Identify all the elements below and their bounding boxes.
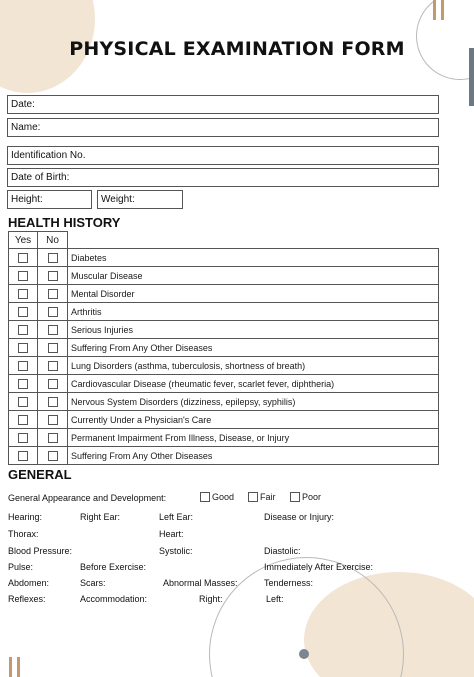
option-fair[interactable] (248, 492, 276, 503)
no-checkbox[interactable] (48, 361, 58, 371)
height-field[interactable]: Height: (7, 190, 92, 209)
no-checkbox[interactable] (48, 415, 58, 425)
yes-checkbox[interactable] (18, 451, 28, 461)
table-row (9, 411, 439, 429)
no-checkbox[interactable] (48, 307, 58, 317)
table-row (9, 375, 439, 393)
no-checkbox[interactable] (48, 451, 58, 461)
condition-label: Cardiovascular Disease (rheumatic fever, scarlet fever, diphtheria) (68, 375, 439, 393)
pulse-label: Pulse: (8, 562, 34, 572)
condition-label: Currently Under a Physician's Care (68, 411, 439, 429)
table-row (9, 267, 439, 285)
left-ear-label: Left Ear: (159, 512, 194, 522)
scars-label: Scars: (80, 578, 106, 588)
condition-label: Muscular Disease (68, 267, 439, 285)
decor-dot (299, 649, 309, 659)
condition-label: Lung Disorders (asthma, tuberculosis, shortness of breath) (68, 357, 439, 375)
accommodation-label: Accommodation: (80, 594, 148, 604)
condition-label: Arthritis (68, 303, 439, 321)
condition-label: Diabetes (68, 249, 439, 267)
table-row (9, 393, 439, 411)
table-row (9, 321, 439, 339)
heart-label: Heart: (159, 529, 184, 539)
condition-label: Mental Disorder (68, 285, 439, 303)
no-checkbox[interactable] (48, 253, 58, 263)
poor-label: Poor (302, 492, 322, 502)
health-history-table (8, 231, 439, 465)
yes-checkbox[interactable] (18, 415, 28, 425)
no-checkbox[interactable] (48, 271, 58, 281)
yes-checkbox[interactable] (18, 343, 28, 353)
yes-checkbox[interactable] (18, 325, 28, 335)
table-row (9, 285, 439, 303)
dob-field[interactable]: Date of Birth: (7, 168, 439, 187)
table-row (9, 357, 439, 375)
abnormal-masses-label: Abnormal Masses: (163, 578, 238, 588)
option-good[interactable] (200, 492, 234, 503)
disease-injury-label: Disease or Injury: (264, 512, 335, 522)
yes-checkbox[interactable] (18, 289, 28, 299)
yes-checkbox[interactable] (18, 379, 28, 389)
condition-label: Suffering From Any Other Diseases (68, 339, 439, 357)
no-checkbox[interactable] (48, 379, 58, 389)
condition-label: Suffering From Any Other Diseases (68, 447, 439, 465)
table-row (9, 339, 439, 357)
yes-checkbox[interactable] (18, 253, 28, 263)
tenderness-label: Tenderness: (264, 578, 314, 588)
thorax-label: Thorax: (8, 529, 39, 539)
left-label: Left: (266, 594, 284, 604)
blood-pressure-label: Blood Pressure: (8, 546, 73, 556)
right-label: Right: (199, 594, 223, 604)
table-row (9, 447, 439, 465)
table-row (9, 249, 439, 267)
abdomen-label: Abdomen: (8, 578, 50, 588)
table-row (9, 303, 439, 321)
reflexes-label: Reflexes: (8, 594, 46, 604)
condition-label: Serious Injuries (68, 321, 439, 339)
decor-bars-bottom-left (9, 657, 20, 677)
page-title: PHYSICAL EXAMINATION FORM (69, 38, 405, 60)
health-history-heading: HEALTH HISTORY (8, 215, 121, 230)
no-checkbox[interactable] (48, 325, 58, 335)
poor-checkbox[interactable] (290, 492, 300, 502)
weight-field[interactable]: Weight: (97, 190, 183, 209)
name-field[interactable]: Name: (7, 118, 439, 137)
condition-label: Permanent Impairment From Illness, Disease, or Injury (68, 429, 439, 447)
right-ear-label: Right Ear: (80, 512, 121, 522)
no-checkbox[interactable] (48, 397, 58, 407)
yes-checkbox[interactable] (18, 271, 28, 281)
yes-checkbox[interactable] (18, 397, 28, 407)
after-exercise-label: Immediately After Exercise: (264, 562, 374, 572)
fair-label: Fair (260, 492, 276, 502)
systolic-label: Systolic: (159, 546, 193, 556)
appearance-label: General Appearance and Development: (8, 493, 167, 503)
yes-checkbox[interactable] (18, 361, 28, 371)
table-row (9, 429, 439, 447)
decor-bars-top-right (433, 0, 444, 20)
good-checkbox[interactable] (200, 492, 210, 502)
diastolic-label: Diastolic: (264, 546, 301, 556)
identification-field[interactable]: Identification No. (7, 146, 439, 165)
no-checkbox[interactable] (48, 343, 58, 353)
yes-checkbox[interactable] (18, 307, 28, 317)
no-checkbox[interactable] (48, 289, 58, 299)
option-poor[interactable] (290, 492, 321, 503)
good-label: Good (212, 492, 235, 502)
before-exercise-label: Before Exercise: (80, 562, 147, 572)
fair-checkbox[interactable] (248, 492, 258, 502)
col-yes: Yes (9, 232, 38, 249)
col-no: No (38, 232, 68, 249)
no-checkbox[interactable] (48, 433, 58, 443)
date-field[interactable]: Date: (7, 95, 439, 114)
hearing-label: Hearing: (8, 512, 43, 522)
condition-label: Nervous System Disorders (dizziness, epilepsy, syphilis) (68, 393, 439, 411)
yes-checkbox[interactable] (18, 433, 28, 443)
general-heading: GENERAL (8, 467, 72, 482)
